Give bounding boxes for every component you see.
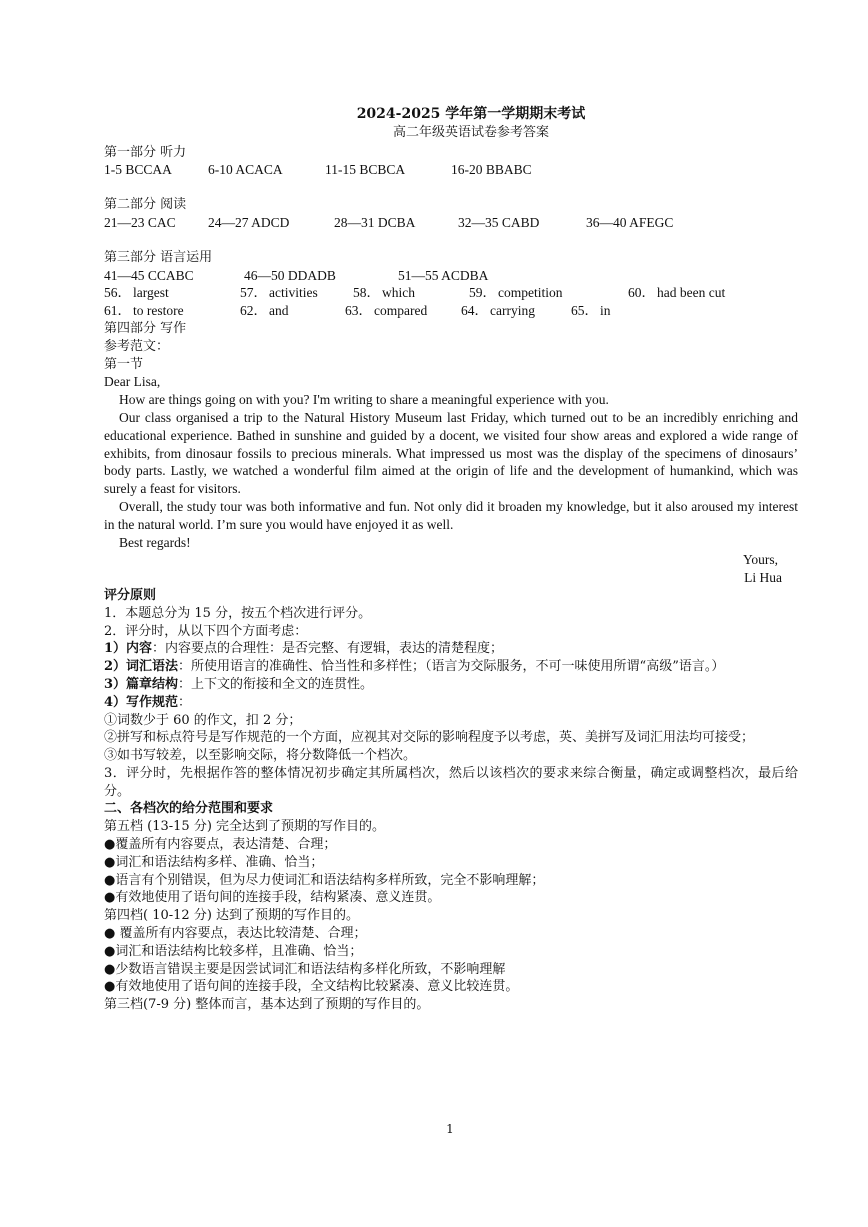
fill-answer: compared bbox=[374, 303, 428, 319]
fill-answer: competition bbox=[498, 285, 563, 301]
part2-answers bbox=[104, 214, 798, 232]
grading-item: 1．本题总分为 15 分，按五个档次进行评分。 bbox=[104, 605, 372, 621]
fill-answer: largest bbox=[133, 285, 169, 301]
criterion-label: 4）写作规范 bbox=[104, 694, 179, 710]
criterion-label: 3）篇章结构 bbox=[104, 676, 179, 692]
fill-answer: carrying bbox=[490, 303, 535, 319]
answer-group: 51—55 ACDBA bbox=[398, 267, 489, 283]
level-title: 第三档(7-9 分) 整体而言，基本达到了预期的写作目的。 bbox=[104, 997, 430, 1013]
fill-answers-row-1 bbox=[104, 284, 798, 302]
answer-group: 6-10 ACACA bbox=[208, 162, 283, 178]
exam-subtitle: 高二年级英语试卷参考答案 bbox=[392, 124, 549, 140]
answer-group: 46—50 DDADB bbox=[244, 267, 336, 283]
convention-rule: ②拼写和标点符号是写作规范的一个方面，应视其对交际的影响程度予以考虑，英、美拼写及词汇用法均可接受； bbox=[104, 730, 755, 746]
fill-answer: had been cut bbox=[657, 285, 726, 301]
letter-signature: Li Hua bbox=[744, 570, 782, 586]
letter-closing: Best regards! bbox=[119, 534, 191, 550]
level-criterion: ●有效地使用了语句间的连接手段，结构紧凑、意义连贯。 bbox=[104, 890, 441, 906]
question-number: 62． bbox=[240, 303, 267, 319]
criterion-structure bbox=[104, 676, 798, 694]
answer-group: 16-20 BBABC bbox=[451, 162, 532, 178]
fill-answer: activities bbox=[269, 285, 318, 301]
fill-answers-row-2 bbox=[104, 302, 798, 320]
question-number: 63． bbox=[345, 303, 372, 319]
criterion-label: 2）词汇语法 bbox=[104, 659, 179, 675]
criterion-text: ：内容要点的合理性：是否完整、有逻辑，表达的清楚程度； bbox=[152, 641, 504, 657]
level-title: 第五档 (13-15 分) 完全达到了预期的写作目的。 bbox=[104, 819, 386, 835]
answer-group: 24—27 ADCD bbox=[208, 214, 290, 230]
level-criterion: ●少数语言错误主要是因尝试词汇和语法结构多样化所致，不影响理解 bbox=[104, 961, 506, 977]
question-number: 57． bbox=[240, 285, 267, 301]
letter-sign-off: Yours, bbox=[742, 552, 778, 568]
convention-rule: ③如书写较差，以至影响交际，将分数降低一个档次。 bbox=[104, 748, 417, 764]
part1-heading: 第一部分 听力 bbox=[104, 144, 187, 160]
grading-item: 3．评分时，先根据作答的整体情况初步确定其所属档次，然后以该档次的要求来综合衡量，确定或调整档次，最后给分。 bbox=[104, 765, 798, 799]
level-criterion: ●语言有个别错误，但为尽力使词汇和语法结构多样所致，完全不影响理解； bbox=[104, 872, 545, 888]
level-criterion: ●有效地使用了语句间的连接手段，全文结构比较紧凑、意义比较连贯。 bbox=[104, 979, 519, 995]
level-criterion: ●覆盖所有内容要点，表达清楚、合理； bbox=[104, 837, 337, 853]
answer-group: 11-15 BCBCA bbox=[325, 162, 406, 178]
level-title: 第四档( 10-12 分) 达到了预期的写作目的。 bbox=[104, 908, 360, 924]
question-number: 65． bbox=[571, 303, 598, 319]
part1-answers bbox=[104, 161, 798, 179]
level-criterion: ●词汇和语法结构多样、准确、恰当； bbox=[104, 854, 324, 870]
answer-group: 21—23 CAC bbox=[104, 214, 176, 230]
criterion-conventions bbox=[104, 694, 798, 712]
criterion-text: ： bbox=[178, 694, 192, 710]
part2-heading: 第二部分 阅读 bbox=[104, 197, 187, 213]
answer-group: 28—31 DCBA bbox=[334, 214, 416, 230]
letter-paragraph: Our class organised a trip to the Natural History Museum last Friday, which turned out to be an incredibly enriching and educational experience. Bathed in sunshine and guided by a docent, we visited four show areas and explored a wide range of exhibits, from dinosaur fossils to precious minerals. What impressed us most was the display of the specimens of dinosaurs’ body parts. Lastly, we watched a wonderful film aimed at the origin of life and the development of humankind, which was surely a feast for visitors. bbox=[104, 409, 798, 497]
levels-heading: 二、各档次的给分范围和要求 bbox=[104, 801, 274, 817]
answer-key-content bbox=[104, 106, 798, 1014]
answer-group: 1-5 BCCAA bbox=[104, 162, 172, 178]
section-label: 第一节 bbox=[104, 356, 144, 372]
grading-heading: 评分原则 bbox=[104, 587, 157, 603]
page-number: 1 bbox=[446, 1122, 454, 1136]
fill-answer: in bbox=[600, 303, 611, 319]
question-number: 60． bbox=[628, 285, 655, 301]
criterion-vocab-grammar bbox=[104, 658, 798, 676]
question-number: 56． bbox=[104, 285, 131, 301]
criterion-content bbox=[104, 640, 798, 658]
criterion-text: ：上下文的衔接和全文的连贯性。 bbox=[178, 676, 374, 692]
part4-heading: 第四部分 写作 bbox=[104, 320, 187, 336]
letter-paragraph: How are things going on with you? I'm writing to share a meaningful experience with you. bbox=[119, 392, 609, 408]
letter-paragraph: Overall, the study tour was both informative and fun. Not only did it broaden my knowledge, but it also aroused my interest in the natural world. I’m sure you would have enjoyed it as well. bbox=[104, 498, 798, 532]
question-number: 59． bbox=[469, 285, 496, 301]
fill-answer: and bbox=[269, 303, 289, 319]
convention-rule: ①词数少于 60 的作文，扣 2 分； bbox=[104, 712, 302, 728]
question-number: 58． bbox=[353, 285, 380, 301]
criterion-text: ：所使用语言的准确性、恰当性和多样性；（语言为交际服务，不可一味使用所谓“高级”语言。） bbox=[178, 659, 725, 675]
part3-answers bbox=[104, 267, 798, 285]
question-number: 61． bbox=[104, 303, 131, 319]
answer-group: 41—45 CCABC bbox=[104, 267, 194, 283]
fill-answer: which bbox=[382, 285, 415, 301]
grading-item: 2．评分时，从以下四个方面考虑： bbox=[104, 623, 308, 639]
sample-letter bbox=[104, 373, 798, 587]
criterion-label: 1）内容 bbox=[104, 641, 153, 657]
question-number: 64． bbox=[461, 303, 488, 319]
level-criterion: ● 覆盖所有内容要点，表达比较清楚、合理； bbox=[104, 926, 367, 942]
answer-group: 32—35 CABD bbox=[458, 214, 540, 230]
level-criterion: ●词汇和语法结构比较多样，且准确、恰当； bbox=[104, 943, 363, 959]
exam-title: 2024-2025 学年第一学期期末考试 bbox=[356, 106, 586, 122]
sample-essay-label: 参考范文： bbox=[104, 338, 170, 354]
letter-greeting: Dear Lisa, bbox=[104, 374, 161, 390]
answer-group: 36—40 AFEGC bbox=[586, 214, 674, 230]
fill-answer: to restore bbox=[133, 303, 184, 319]
part3-heading: 第三部分 语言运用 bbox=[104, 249, 213, 265]
